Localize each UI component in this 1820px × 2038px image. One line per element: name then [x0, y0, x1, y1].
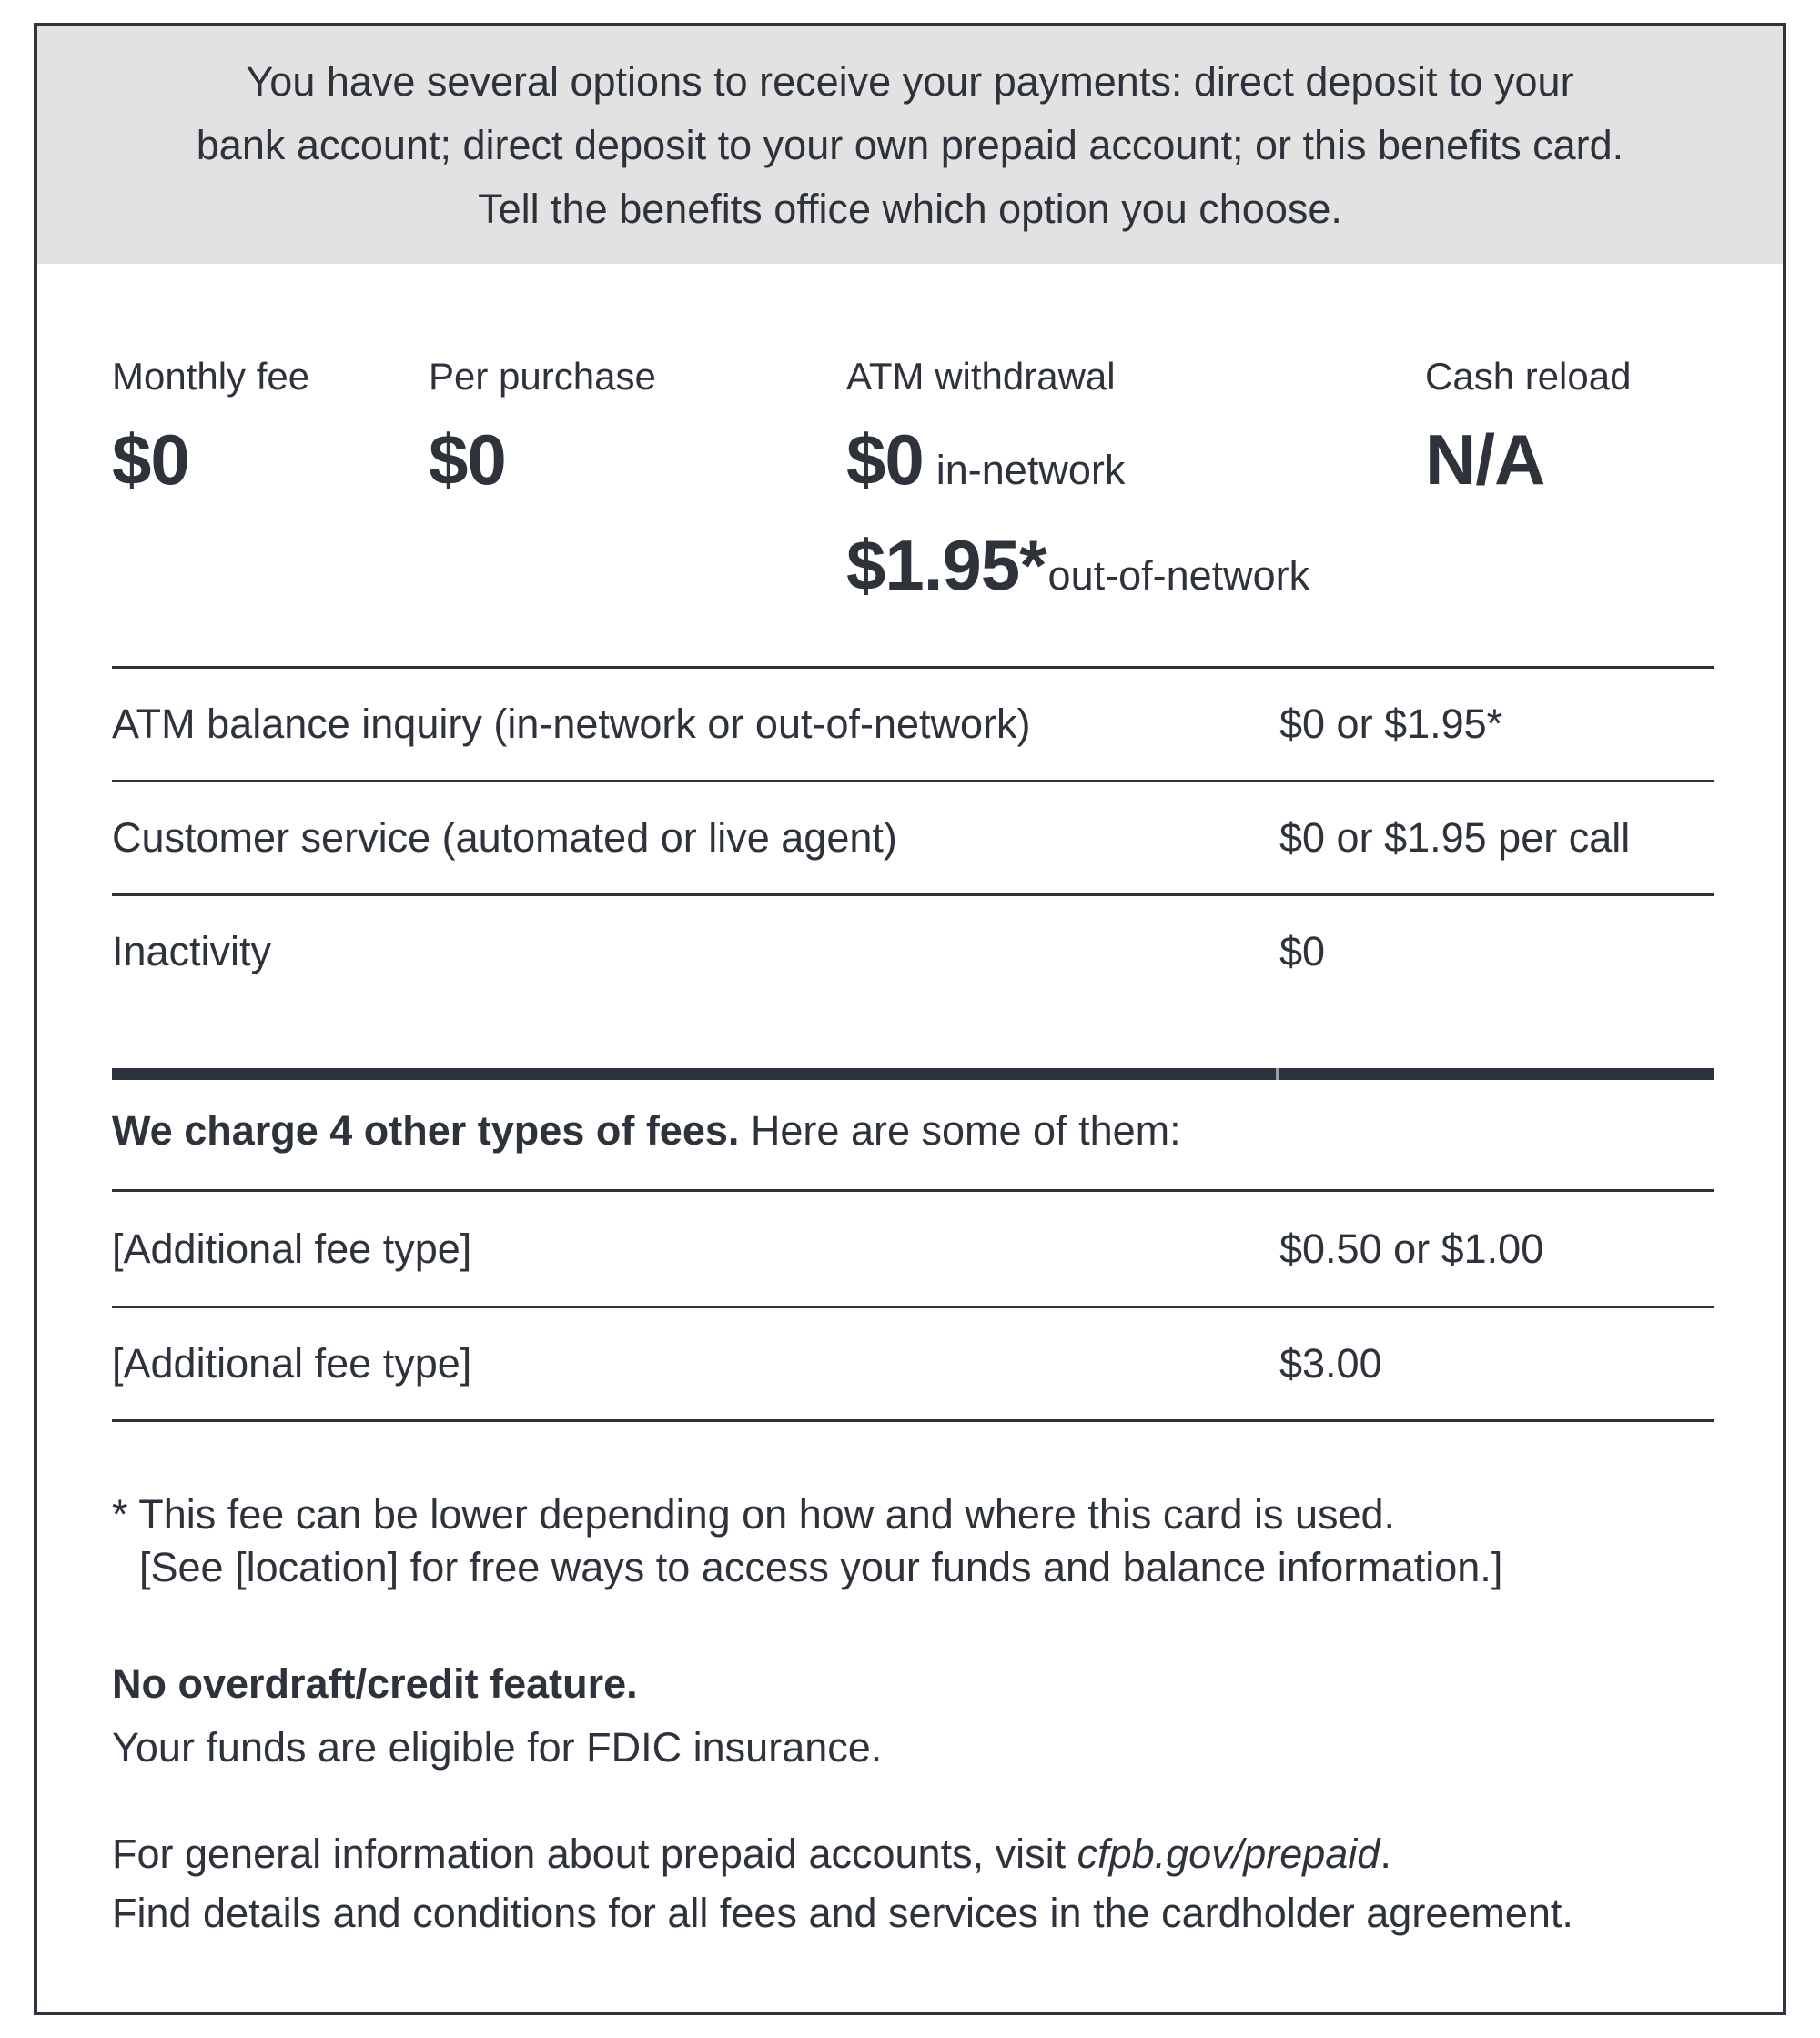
- fee-column-monthly: [112, 354, 429, 666]
- table-row: [112, 780, 1714, 893]
- section-divider: [112, 1068, 1714, 1080]
- fee-column-value: $0: [429, 419, 506, 499]
- cardholder-agreement-statement: Find details and conditions for all fees and services in the cardholder agreement.: [112, 1890, 1573, 1936]
- other-fees-table: [112, 1189, 1714, 1422]
- fee-column-label: ATM withdrawal: [846, 355, 1116, 398]
- atm-in-network-amount: $0: [846, 419, 924, 499]
- table-row: [112, 666, 1714, 780]
- payment-options-banner: [37, 26, 1783, 264]
- atm-in-network-suffix: in-network: [935, 447, 1126, 493]
- disclosure-content: [37, 354, 1783, 1940]
- atm-out-of-network-suffix: out-of-network: [1047, 552, 1310, 599]
- asterisk-footnote: [112, 1488, 1714, 1594]
- table-row: [112, 1306, 1714, 1422]
- divider-seam: [1276, 1068, 1279, 1080]
- info-suffix: .: [1380, 1831, 1391, 1877]
- table-row: [112, 893, 1714, 1007]
- fee-column-value: N/A: [1425, 419, 1545, 499]
- banner-line-3: Tell the benefits office which option you choose.: [478, 185, 1342, 232]
- info-prefix: For general information about prepaid accounts, visit: [112, 1831, 1077, 1877]
- footnote-line-2: [See [location] for free ways to access your funds and balance information.]: [139, 1544, 1503, 1590]
- fee-row-label: Customer service (automated or live agent): [112, 814, 897, 861]
- fee-row-label: Inactivity: [112, 928, 272, 974]
- fee-column-value: $0: [112, 419, 189, 499]
- fee-column-label: Cash reload: [1425, 355, 1632, 398]
- fee-column-per-purchase: [429, 354, 846, 666]
- fee-row-value: $3.00: [1279, 1340, 1382, 1387]
- other-fees-heading-bold: We charge 4 other types of fees.: [112, 1107, 740, 1154]
- table-row: [112, 1189, 1714, 1306]
- fee-row-value: $0 or $1.95 per call: [1279, 814, 1631, 861]
- fee-column-label: Per purchase: [429, 355, 656, 398]
- fee-column-label: Monthly fee: [112, 355, 310, 398]
- banner-line-1: You have several options to receive your payments: direct deposit to your: [246, 57, 1574, 105]
- fee-row-value: $0.50 or $1.00: [1279, 1225, 1544, 1272]
- fdic-statement: Your funds are eligible for FDIC insurance.: [112, 1724, 883, 1771]
- general-info-statement: [112, 1828, 1714, 1881]
- fee-row-label: ATM balance inquiry (in-network or out-of-network): [112, 701, 1031, 747]
- fee-column-atm-withdrawal: [846, 354, 1425, 666]
- fee-row-value: $0: [1279, 928, 1326, 974]
- fee-row-value: $0 or $1.95*: [1279, 701, 1503, 747]
- no-overdraft-statement: No overdraft/credit feature.: [112, 1660, 638, 1707]
- fee-column-cash-reload: [1425, 354, 1714, 666]
- atm-in-network-value: [846, 419, 1425, 506]
- fee-summary-section: [112, 354, 1714, 666]
- banner-line-2: bank account; direct deposit to your own prepaid account; or this benefits card.: [196, 121, 1624, 168]
- fee-row-label: [Additional fee type]: [112, 1340, 472, 1387]
- fee-row-label: [Additional fee type]: [112, 1225, 472, 1272]
- atm-out-of-network-value: [846, 525, 1425, 611]
- disclosure-frame: [34, 23, 1786, 2015]
- other-fees-heading-rest: Here are some of them:: [739, 1107, 1181, 1154]
- fee-table: [112, 666, 1714, 1007]
- atm-out-of-network-amount: $1.95*: [846, 525, 1046, 605]
- cfpb-url-text: cfpb.gov/prepaid: [1077, 1831, 1380, 1877]
- other-fees-heading: [112, 1105, 1714, 1156]
- footnote-line-1: * This fee can be lower depending on how and where this card is used.: [112, 1491, 1396, 1538]
